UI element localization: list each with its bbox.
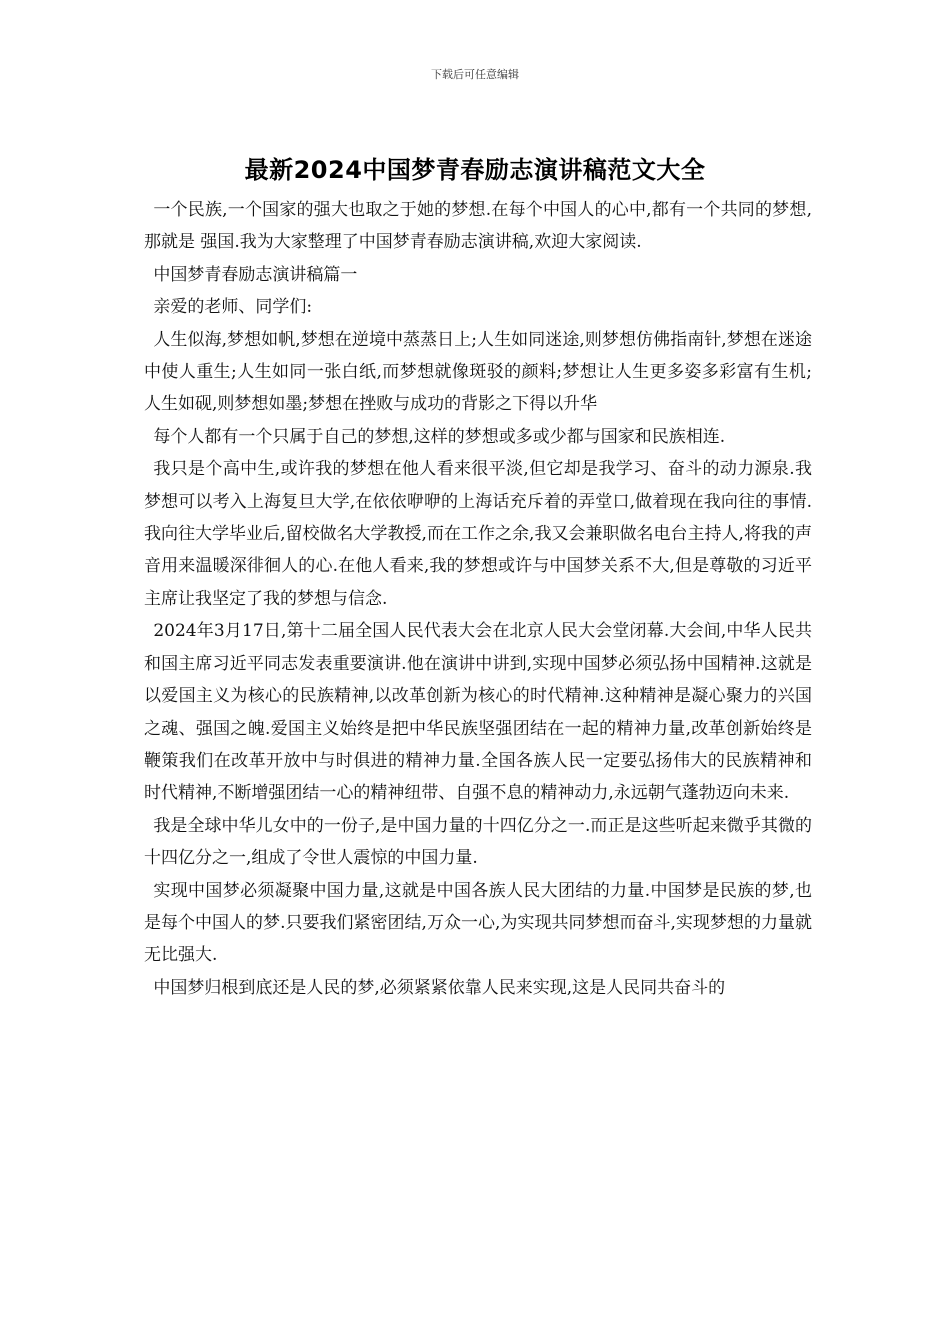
- header-note: 下载后可任意编辑: [431, 68, 519, 81]
- paragraph: 2024年3月17日,第十二届全国人民代表大会在北京人民大会堂闭幕.大会间,中华人民共和国主席习近平同志发表重要演讲.他在演讲中讲到,实现中国梦必须弘扬中国精神.这就是以爱国主义为核心的民族精神,以改革创新为核心的时代精神.这种精神是凝心聚力的兴国之魂、强国之魄.爱国主义始终是把中华民族坚强团结在一起的精神力量,改革创新始终是鞭策我们在改革开放中与时俱进的精神力量.全国各族人民一定要弘扬伟大的民族精神和时代精神,不断增强团结一心的精神纽带、自强不息的精神动力,永远朝气蓬勃迈向未来.: [144, 621, 812, 804]
- document-title: 最新2024中国梦青春励志演讲稿范文大全: [244, 156, 706, 184]
- paragraph: 中国梦归根到底还是人民的梦,必须紧紧依靠人民来实现,这是人民同共奋斗的: [153, 977, 726, 998]
- document-body: [144, 194, 812, 1004]
- paragraph: 每个人都有一个只属于自己的梦想,这样的梦想或多或少都与国家和民族相连.: [153, 426, 726, 447]
- paragraph: 实现中国梦必须凝聚中国力量,这就是中国各族人民大团结的力量.中国梦是民族的梦,也是每个中国人的梦.只要我们紧密团结,万众一心,为实现共同梦想而奋斗,实现梦想的力量就无比强大.: [144, 880, 812, 966]
- paragraph: 人生似海,梦想如帆,梦想在逆境中蒸蒸日上;人生如同迷途,则梦想仿佛指南针,梦想在迷途中使人重生;人生如同一张白纸,而梦想就像斑驳的颜料;梦想让人生更多姿多彩富有生机;人生如砚,则梦想如墨;梦想在挫败与成功的背影之下得以升华: [144, 329, 812, 415]
- paragraph: 我只是个高中生,或许我的梦想在他人看来很平淡,但它却是我学习、奋斗的动力源泉.我梦想可以考入上海复旦大学,在依依咿咿的上海话充斥着的弄堂口,做着现在我向往的事情.我向往大学毕业后,留校做名大学教授,而在工作之余,我又会兼职做名电台主持人,将我的声音用来温暖深徘徊人的心.在他人看来,我的梦想或许与中国梦关系不大,但是尊敬的习近平主席让我坚定了我的梦想与信念.: [144, 459, 812, 609]
- salutation: 亲爱的老师、同学们:: [153, 297, 313, 318]
- section-heading: 中国梦青春励志演讲稿篇一: [153, 264, 358, 285]
- paragraph: 我是全球中华儿女中的一份子,是中国力量的十四亿分之一.而正是这些听起来微乎其微的十四亿分之一,组成了令世人震惊的中国力量.: [144, 815, 812, 869]
- paragraph-intro: 一个民族,一个国家的强大也取之于她的梦想.在每个中国人的心中,都有一个共同的梦想,那就是 强国.我为大家整理了中国梦青春励志演讲稿,欢迎大家阅读.: [144, 200, 812, 253]
